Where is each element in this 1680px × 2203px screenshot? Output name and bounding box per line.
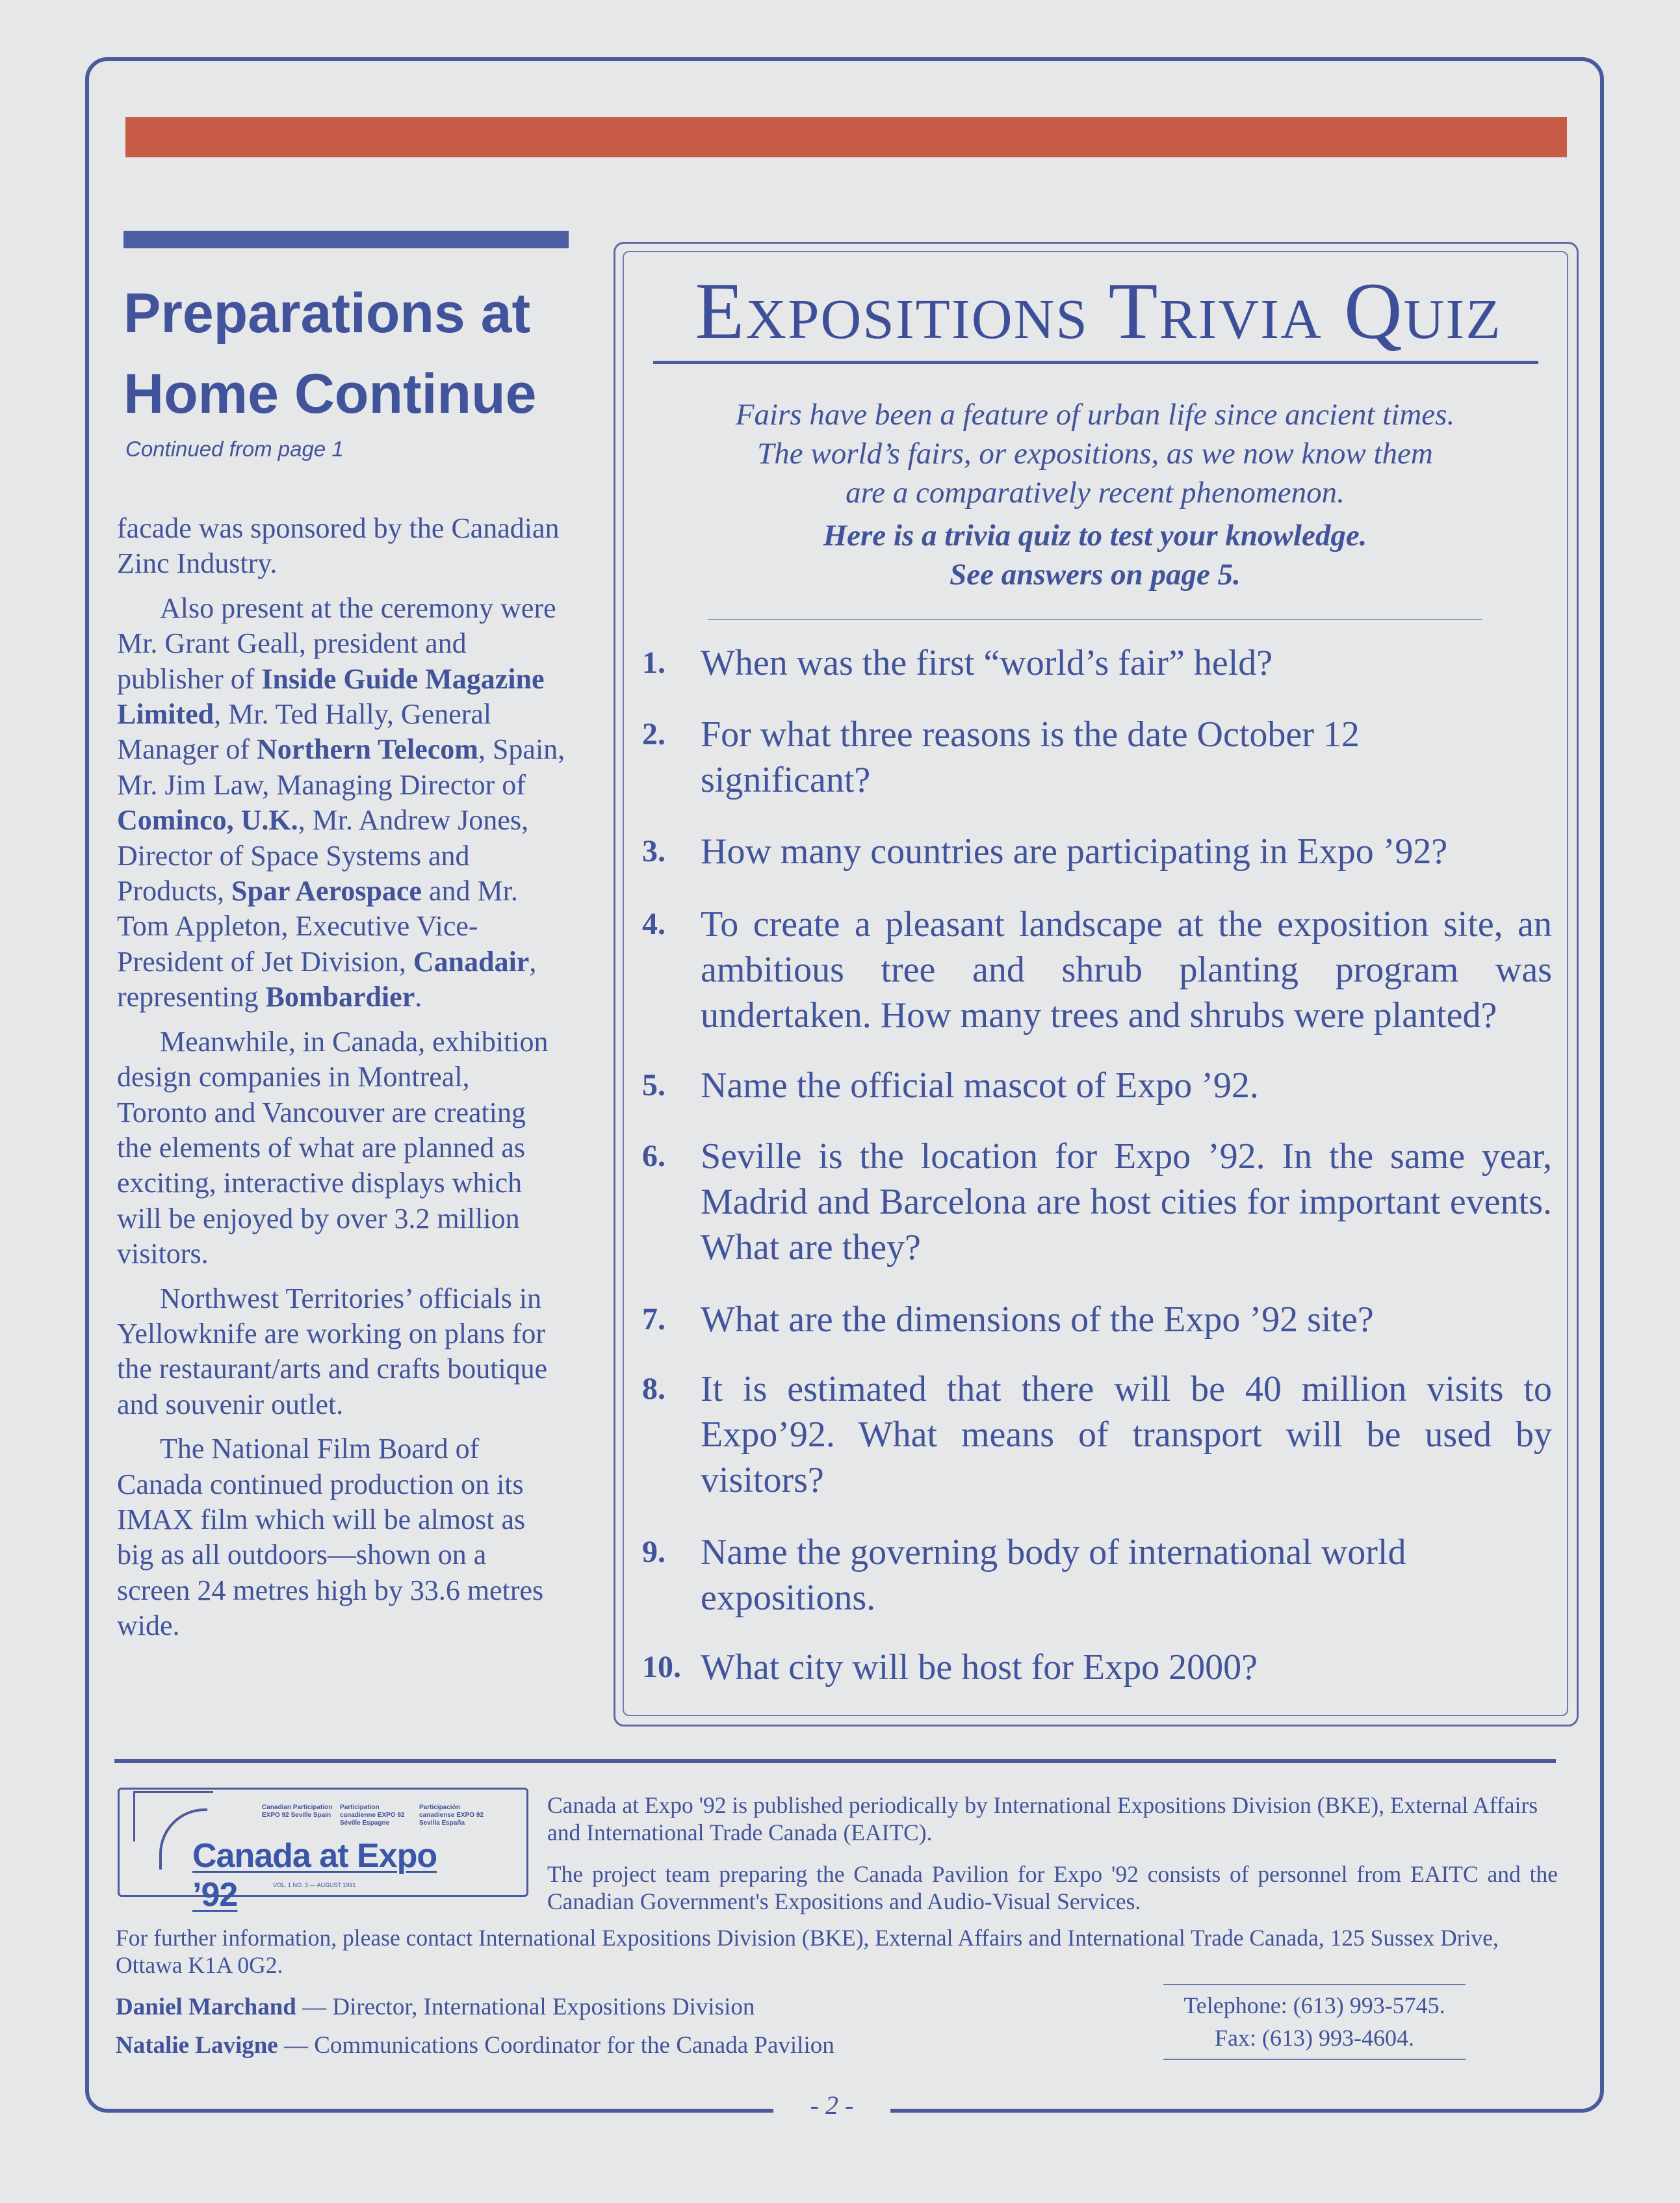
- contact-name: Natalie Lavigne: [116, 2032, 278, 2059]
- contact-role: — Communications Coordinator for the Canada Pavilion: [278, 2032, 834, 2059]
- question-number: 3.: [642, 834, 666, 868]
- quiz-intro-line: Fairs have been a feature of urban life since ancient times.: [735, 398, 1455, 432]
- quiz-question: [642, 1366, 1552, 1503]
- quiz-title: Expositions Trivia Quiz: [695, 267, 1502, 356]
- fax-number: Fax: (613) 993-4604.: [1215, 2025, 1414, 2051]
- footer-rule: [114, 1759, 1556, 1763]
- bold-company-name: Inside Guide Magazine Limited: [117, 662, 545, 731]
- question-text: Name the official mascot of Expo ’92.: [701, 1065, 1259, 1106]
- bold-company-name: Canadair: [413, 945, 530, 978]
- paragraph-text: , Spain, Mr. Jim Law, Managing Director of: [117, 733, 565, 801]
- logo-title: Canada at Expo ’92: [192, 1837, 437, 1914]
- quiz-question: [642, 1530, 1552, 1621]
- quiz-question: [642, 1297, 1552, 1342]
- quiz-intro-bold-line: See answers on page 5.: [950, 558, 1241, 592]
- question-text: For what three reasons is the date October 12 significant?: [701, 714, 1360, 800]
- footer-team-text: The project team preparing the Canada Pavilion for Expo '92 consists of personnel from EAITC and the Canadian Government's Expositions and Audio-Visual Services.: [547, 1861, 1558, 1914]
- question-number: 7.: [642, 1302, 666, 1336]
- contact-role: — Director, International Expositions Division: [296, 1994, 755, 2020]
- contact-director: [116, 1993, 755, 2021]
- quiz-question: [642, 1645, 1552, 1690]
- question-text: It is estimated that there will be 40 million visits to Expo’92. What means of transport will be used by visitors?: [701, 1369, 1552, 1500]
- left-article-body: [117, 511, 565, 1653]
- paragraph-text: .: [415, 981, 422, 1013]
- quiz-question: [642, 640, 1552, 686]
- telephone-number: Telephone: (613) 993-5745.: [1183, 1992, 1445, 2018]
- logo-caption-fr: Participation canadienne EXPO 92 Séville Espagne: [340, 1804, 405, 1827]
- logo-caption-en: Canadian Participation EXPO 92 Seville Spain: [262, 1804, 333, 1819]
- paragraph-text: Meanwhile, in Canada, exhibition design companies in Montreal, Toronto and Vancouver are creating the elements of what are planned as exciting, interactive displays which will be enjoyed by over 3.2 million visitors.: [117, 1025, 549, 1270]
- quiz-question: [642, 829, 1552, 874]
- left-headline: Preparations at Home Continue: [123, 282, 537, 425]
- quiz-intro-line: The world’s fairs, or expositions, as we now know them: [757, 437, 1433, 471]
- question-text: What are the dimensions of the Expo ’92 site?: [701, 1299, 1374, 1340]
- left-column-blue-bar: [123, 231, 569, 248]
- article-paragraph: [117, 511, 565, 582]
- question-text: What city will be host for Expo 2000?: [701, 1647, 1258, 1688]
- paragraph-text: The National Film Board of Canada continued production on its IMAX film which will be almost as big as all outdoors—shown on a screen 24 metres high by 33.6 metres wide.: [117, 1433, 544, 1642]
- paragraph-text: and Mr. Tom Appleton, Executive Vice-President of Jet Division,: [117, 875, 518, 978]
- question-text: When was the first “world’s fair” held?: [701, 643, 1273, 683]
- paragraph-text: Northwest Territories’ officials in Yellowknife are working on plans for the restaurant/arts and crafts boutique and souvenir outlet.: [117, 1282, 548, 1420]
- continued-from-label: Continued from page 1: [125, 437, 344, 461]
- article-paragraph: [117, 1431, 565, 1643]
- contact-name: Daniel Marchand: [116, 1994, 296, 2020]
- article-paragraph: [117, 1281, 565, 1423]
- quiz-intro-line: are a comparatively recent phenomenon.: [846, 476, 1345, 510]
- phone-rule-top: [1163, 1984, 1466, 1985]
- quiz-intro-bold-line: Here is a trivia quiz to test your knowledge.: [823, 519, 1367, 553]
- quiz-intro-rule: [708, 619, 1482, 620]
- question-number: 9.: [642, 1535, 666, 1569]
- paragraph-text: , Mr. Andrew Jones, Director of Space Systems and Products,: [117, 804, 529, 907]
- logo-caption-es: Participación canadiense EXPO 92 Sevilla España: [419, 1804, 484, 1827]
- question-text: Name the governing body of international world expositions.: [701, 1532, 1406, 1618]
- question-number: 5.: [642, 1068, 666, 1102]
- bold-company-name: Cominco, U.K.: [117, 804, 298, 837]
- question-number: 1.: [642, 645, 666, 680]
- quiz-title-rule: [653, 361, 1538, 364]
- question-number: 8.: [642, 1372, 666, 1406]
- paragraph-text: , representing: [117, 945, 537, 1013]
- page-number: - 2 -: [810, 2091, 854, 2120]
- footer-contact-info: For further information, please contact International Expositions Division (BKE), External Affairs and International Trade Canada, 125 Sussex Drive, Ottawa K1A 0G2.: [116, 1925, 1499, 1978]
- article-paragraph: [117, 1024, 565, 1272]
- question-text: Seville is the location for Expo ’92. In the same year, Madrid and Barcelona are host cities for important events. What are they?: [701, 1136, 1552, 1268]
- question-number: 6.: [642, 1139, 666, 1173]
- bold-company-name: Spar Aerospace: [231, 875, 422, 907]
- header-red-bar: [125, 117, 1567, 157]
- paragraph-text: Also present at the ceremony were Mr. Grant Geall, president and publisher of: [117, 592, 556, 695]
- paragraph-text: , Mr. Ted Hally, General Manager of: [117, 698, 492, 766]
- logo-issue: VOL. 1 NO. 3 — AUGUST 1991: [273, 1882, 356, 1888]
- quiz-question: [642, 1063, 1552, 1108]
- phone-rule-bottom: [1163, 2059, 1466, 2060]
- paragraph-text: facade was sponsored by the Canadian Zinc Industry.: [117, 512, 560, 580]
- quiz-question: [642, 902, 1552, 1038]
- quiz-intro: [676, 395, 1514, 594]
- question-number: 2.: [642, 717, 666, 751]
- quiz-question: [642, 712, 1552, 803]
- bold-company-name: Bombardier: [265, 981, 415, 1013]
- question-number: 10.: [642, 1650, 681, 1684]
- question-number: 4.: [642, 907, 666, 941]
- contact-coordinator: [116, 2031, 834, 2059]
- footer-published-text: Canada at Expo '92 is published periodically by International Expositions Division (BKE), External Affairs and International Trade Canada (EAITC).: [547, 1792, 1538, 1845]
- article-paragraph: [117, 591, 565, 1015]
- question-text: How many countries are participating in Expo ’92?: [701, 831, 1448, 872]
- bold-company-name: Northern Telecom: [257, 733, 478, 766]
- quiz-question: [642, 1134, 1552, 1270]
- question-text: To create a pleasant landscape at the exposition site, an ambitious tree and shrub planting program was undertaken. How many trees and shrubs were planted?: [701, 904, 1552, 1036]
